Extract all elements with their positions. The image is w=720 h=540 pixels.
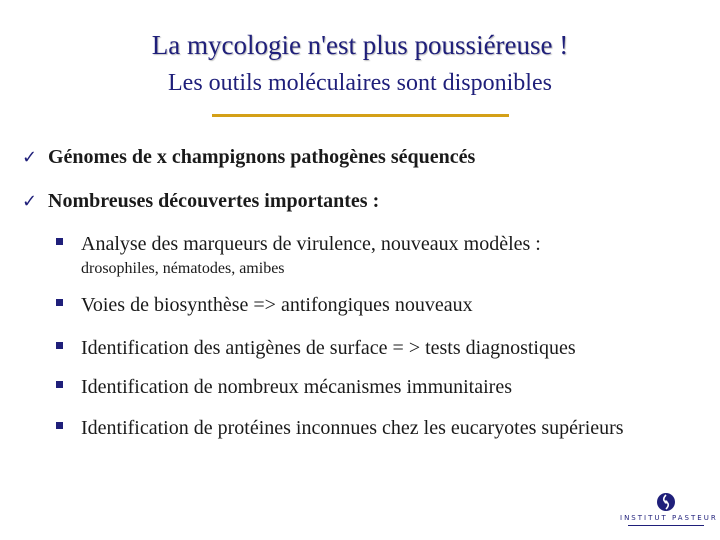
sub-bullet-detail: drosophiles, nématodes, amibes bbox=[81, 260, 285, 277]
pasteur-logo-icon bbox=[656, 492, 676, 512]
sub-bullet bbox=[56, 373, 696, 401]
check-icon: ✓ bbox=[22, 191, 38, 212]
square-bullet-icon bbox=[56, 342, 63, 349]
sub-bullet-text: Identification de protéines inconnues chez les eucaryotes supérieurs bbox=[81, 417, 624, 439]
bullet-point bbox=[22, 146, 475, 169]
logo-text: INSTITUT PASTEUR bbox=[620, 514, 718, 522]
bullet-point bbox=[22, 190, 379, 213]
square-bullet-icon bbox=[56, 381, 63, 388]
sub-bullet-text: Identification des antigènes de surface = > tests diagnostiques bbox=[81, 337, 576, 359]
square-bullet-icon bbox=[56, 299, 63, 306]
sub-bullet bbox=[56, 230, 696, 280]
check-icon: ✓ bbox=[22, 147, 38, 168]
sub-bullet bbox=[56, 291, 696, 319]
logo-underline bbox=[628, 525, 704, 526]
bullet-text: Nombreuses découvertes importantes : bbox=[48, 190, 380, 212]
sub-bullet-text: Voies de biosynthèse => antifongiques nouveaux bbox=[81, 294, 473, 316]
title-divider bbox=[212, 114, 509, 117]
bullet-text: Génomes de x champignons pathogènes séquencés bbox=[48, 146, 476, 168]
slide-title: La mycologie n'est plus poussiéreuse ! bbox=[151, 30, 569, 60]
sub-bullet bbox=[56, 414, 656, 442]
square-bullet-icon bbox=[56, 238, 63, 245]
sub-bullet-text: Analyse des marqueurs de virulence, nouveaux modèles : bbox=[81, 233, 541, 255]
sub-bullet bbox=[56, 334, 696, 362]
institut-pasteur-logo bbox=[620, 492, 718, 526]
sub-bullet-text: Identification de nombreux mécanismes immunitaires bbox=[81, 376, 512, 398]
slide-subtitle: Les outils moléculaires sont disponibles bbox=[168, 70, 552, 96]
square-bullet-icon bbox=[56, 422, 63, 429]
